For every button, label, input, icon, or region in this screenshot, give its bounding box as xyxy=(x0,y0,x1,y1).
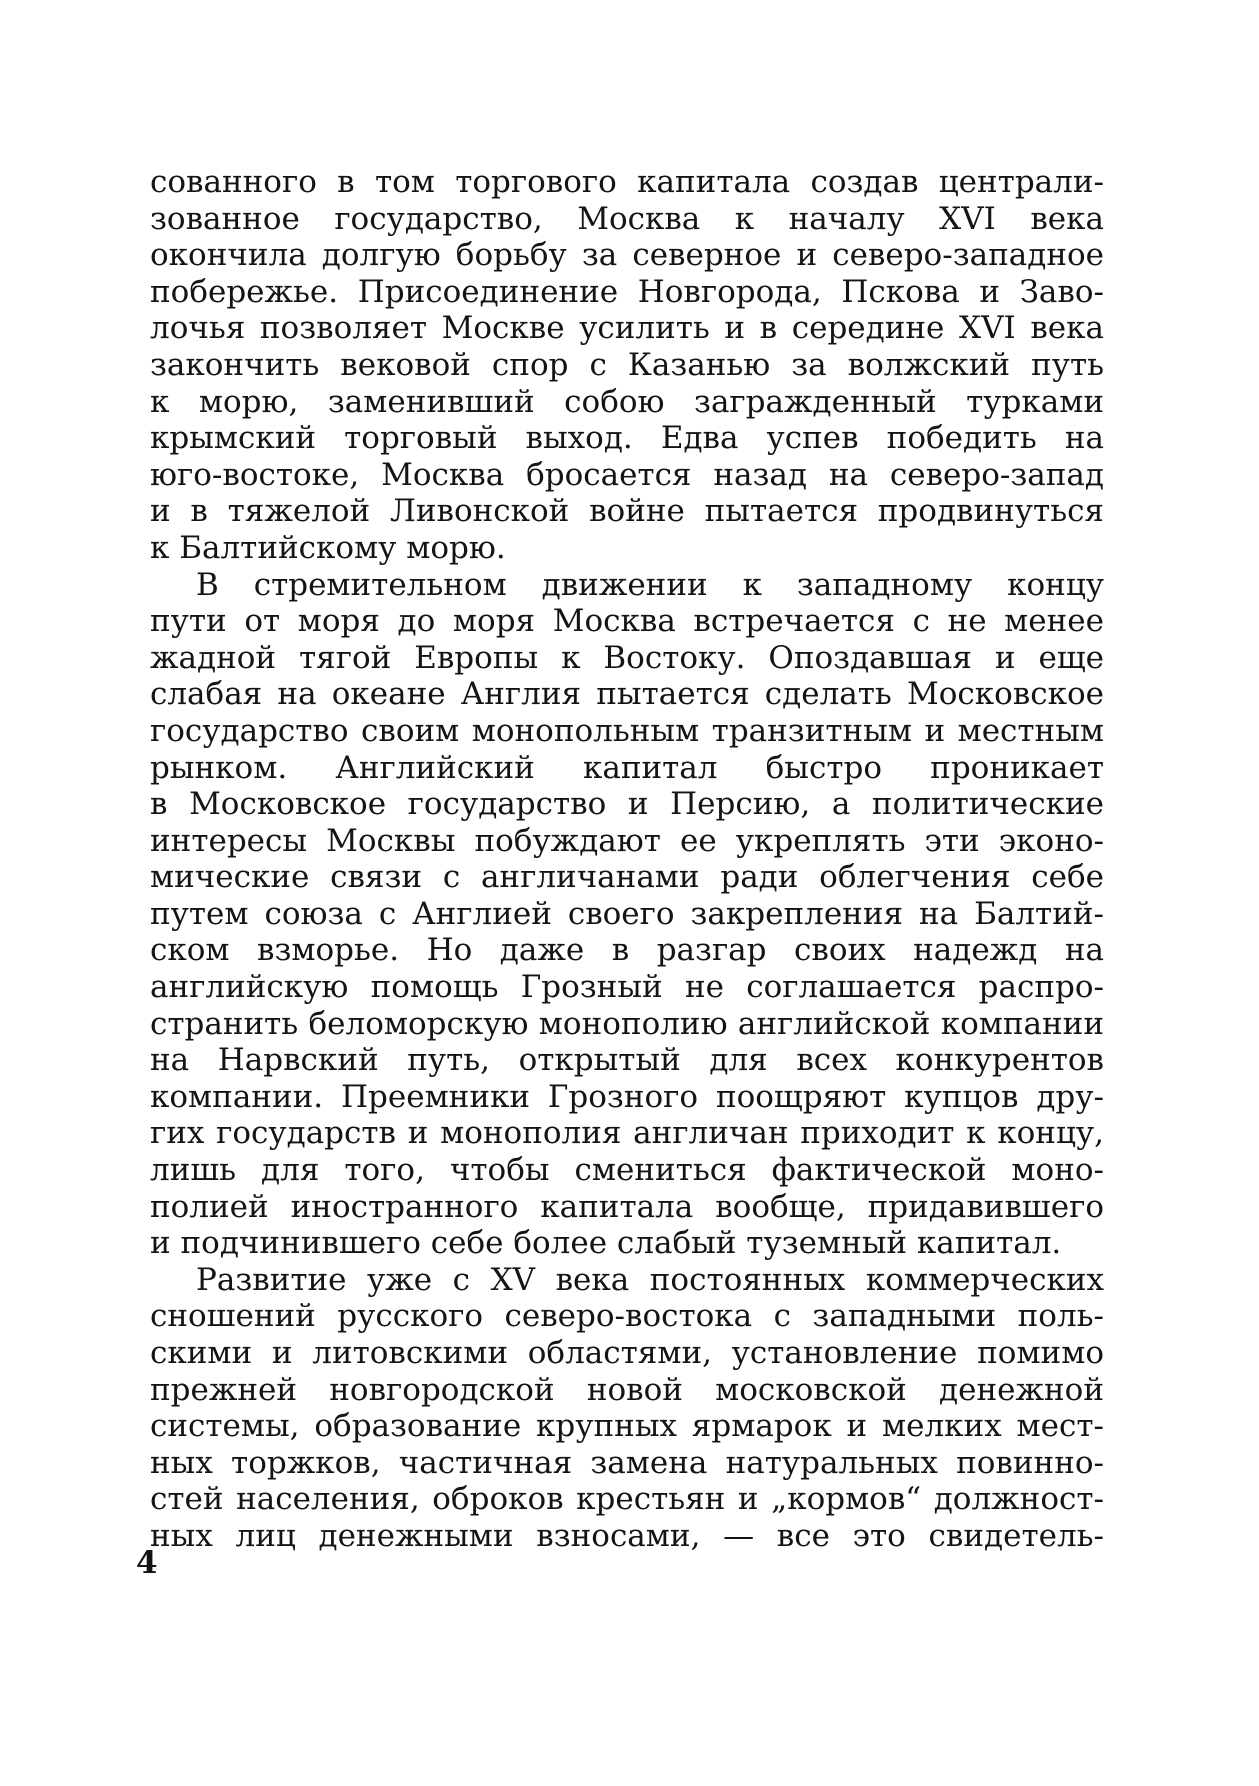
text-line: крымский торговый выход. Едва успев победить на xyxy=(150,420,1104,457)
text-line: полией иностранного капитала вообще, придавившего xyxy=(150,1188,1104,1225)
text-line: лишь для того, чтобы смениться фактической моно- xyxy=(150,1152,1104,1189)
text-line: стей населения, оброков крестьян и „кормов“ должност- xyxy=(150,1481,1104,1518)
text-line: юго-востоке, Москва бросается назад на северо-запад xyxy=(150,456,1104,493)
text-line: на Нарвский путь, открытый для всех конкурентов xyxy=(150,1042,1104,1079)
text-line: лочья позволяет Москве усилить и в середине XVI века xyxy=(150,310,1104,347)
text-line: к Балтийскому морю. xyxy=(150,529,506,566)
text-line: зованное государство, Москва к началу XVI века xyxy=(150,200,1104,237)
page-text-body xyxy=(150,164,1104,1555)
text-line: сованного в том торгового капитала создав централи- xyxy=(150,164,1104,200)
text-line: мические связи с англичанами ради облегчения себе xyxy=(150,859,1104,896)
text-line: странить беломорскую монополию английской компании xyxy=(150,1005,1104,1042)
text-line: государство своим монопольным транзитным и местным xyxy=(150,712,1104,749)
text-line: и подчинившего себе более слабый туземный капитал. xyxy=(150,1225,1062,1262)
text-line: В стремительном движении к западному концу xyxy=(196,566,1104,603)
text-line: слабая на океане Англия пытается сделать Московское xyxy=(150,676,1104,713)
text-line: интересы Москвы побуждают ее укреплять эти эконо- xyxy=(150,822,1104,859)
text-line: прежней новгородской новой московской денежной xyxy=(150,1371,1104,1408)
text-line: ных лиц денежными взносами, — все это свидетель- xyxy=(150,1517,1104,1554)
text-line: окончила долгую борьбу за северное и северо-западное xyxy=(150,237,1104,274)
text-line: Развитие уже с XV века постоянных коммерческих xyxy=(196,1261,1104,1298)
page-number: 4 xyxy=(136,1545,158,1581)
paragraph-3 xyxy=(150,1262,1104,1555)
text-line: рынком. Английский капитал быстро проникает xyxy=(150,749,1104,786)
text-line: английскую помощь Грозный не соглашается распро- xyxy=(150,969,1104,1006)
text-line: путем союза с Англией своего закрепления на Балтий- xyxy=(150,895,1104,932)
text-line: системы, образование крупных ярмарок и мелких мест- xyxy=(150,1408,1104,1445)
text-line: закончить вековой спор с Казанью за волжский путь xyxy=(150,346,1104,383)
text-line: жадной тягой Европы к Востоку. Опоздавшая и еще xyxy=(150,639,1104,676)
text-line: пути от моря до моря Москва встречается с не менее xyxy=(150,603,1104,640)
text-line: ском взморье. Но даже в разгар своих надежд на xyxy=(150,932,1104,969)
text-line: компании. Преемники Грозного поощряют купцов дру- xyxy=(150,1078,1104,1115)
paragraph-2 xyxy=(150,567,1104,1262)
text-line: побережье. Присоединение Новгорода, Пскова и Заво- xyxy=(150,273,1104,310)
text-line: гих государств и монополия англичан приходит к концу, xyxy=(150,1115,1104,1152)
text-line: сношений русского северо-востока с западными поль- xyxy=(150,1298,1104,1335)
paragraph-1 xyxy=(150,164,1104,567)
text-line: скими и литовскими областями, установление помимо xyxy=(150,1335,1104,1371)
text-line: ных торжков, частичная замена натуральных повинно- xyxy=(150,1444,1104,1481)
text-line: к морю, заменивший собою загражденный турками xyxy=(150,383,1104,420)
text-line: и в тяжелой Ливонской войне пытается продвинуться xyxy=(150,493,1104,530)
text-line: в Московское государство и Персию, а политические xyxy=(150,786,1104,823)
